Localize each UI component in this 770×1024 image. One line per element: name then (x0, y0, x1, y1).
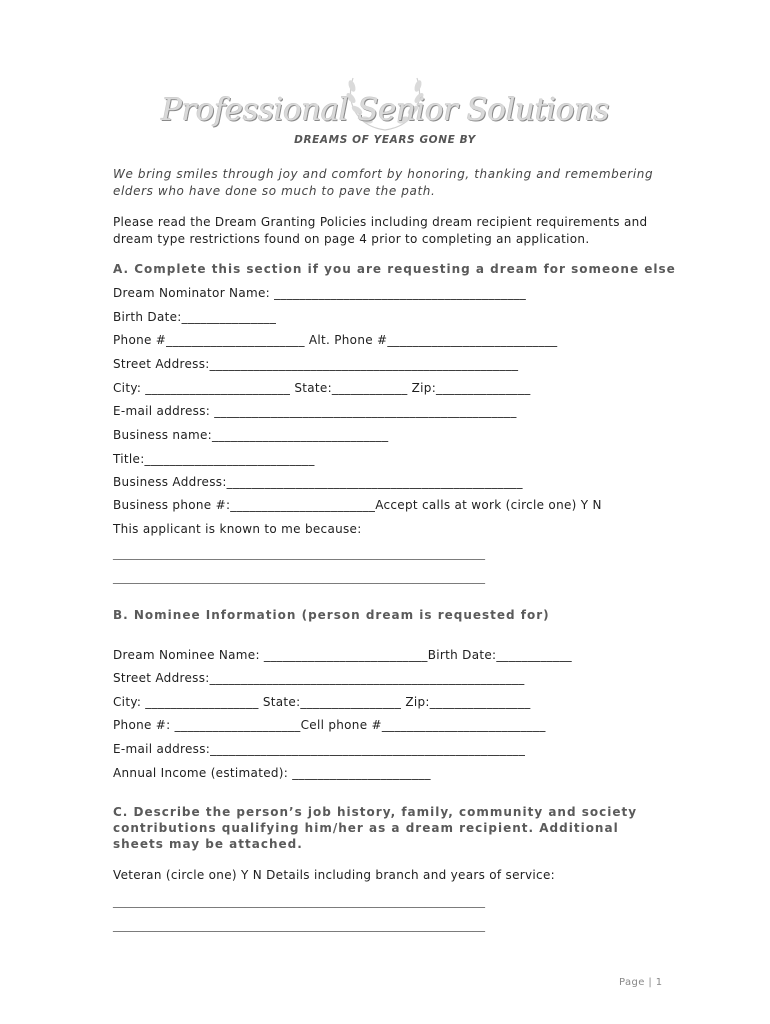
known-because-label: This applicant is known to me because: (113, 522, 362, 536)
details-line-2[interactable]: ______________________________________________________________ (113, 918, 485, 932)
nominator-email-field[interactable]: E-mail address: ________________________________________________ (113, 404, 517, 418)
business-phone-field[interactable]: Business phone #:_______________________Accept calls at work (circle one) Y N (113, 498, 602, 512)
brand-logo-text: Professional Senior Solutions (161, 92, 609, 128)
annual-income-field[interactable]: Annual Income (estimated): ______________________ (113, 766, 431, 780)
nominator-phone-field[interactable]: Phone #______________________ Alt. Phone #___________________________ (113, 333, 558, 347)
known-because-line-1[interactable]: ______________________________________________________________ (113, 546, 485, 560)
business-address-field[interactable]: Business Address:_______________________________________________ (113, 475, 523, 489)
title-field[interactable]: Title:___________________________ (113, 452, 315, 466)
section-a-heading: A. Complete this section if you are requesting a dream for someone else (113, 262, 676, 276)
nominee-street-field[interactable]: Street Address:__________________________________________________ (113, 671, 525, 685)
nominator-birth-date-field[interactable]: Birth Date:_______________ (113, 310, 277, 324)
mission-statement: We bring smiles through joy and comfort by honoring, thanking and remembering elders who have done so much to pave the path. (113, 167, 654, 198)
known-because-line-2[interactable]: ______________________________________________________________ (113, 570, 485, 584)
section-b-heading: B. Nominee Information (person dream is requested for) (113, 608, 550, 622)
veteran-field[interactable]: Veteran (circle one) Y N Details including branch and years of service: (113, 868, 555, 882)
nominator-street-field[interactable]: Street Address:_________________________________________________ (113, 357, 519, 371)
policy-instructions: Please read the Dream Granting Policies including dream recipient requirements and dream type restrictions found on page 4 prior to completing an application. (113, 215, 648, 246)
business-name-field[interactable]: Business name:____________________________ (113, 428, 389, 442)
nominee-city-state-zip-field[interactable]: City: __________________ State:________________ Zip:________________ (113, 695, 531, 709)
tagline: DREAMS OF YEARS GONE BY (294, 134, 476, 146)
page-number: Page | 1 (619, 977, 663, 988)
section-c-heading: C. Describe the person’s job history, family, community and society contributions qualifying him/her as a dream recipient. Additional sheets may be attached. (113, 805, 638, 851)
nominator-name-field[interactable]: Dream Nominator Name: ________________________________________ (113, 286, 527, 300)
nominee-name-birth-field[interactable]: Dream Nominee Name: __________________________Birth Date:____________ (113, 648, 572, 662)
nominee-phone-field[interactable]: Phone #: ____________________Cell phone #__________________________ (113, 718, 546, 732)
nominee-email-field[interactable]: E-mail address:__________________________________________________ (113, 742, 526, 756)
nominator-city-state-zip-field[interactable]: City: _______________________ State:____________ Zip:_______________ (113, 381, 531, 395)
details-line-1[interactable]: ______________________________________________________________ (113, 894, 485, 908)
